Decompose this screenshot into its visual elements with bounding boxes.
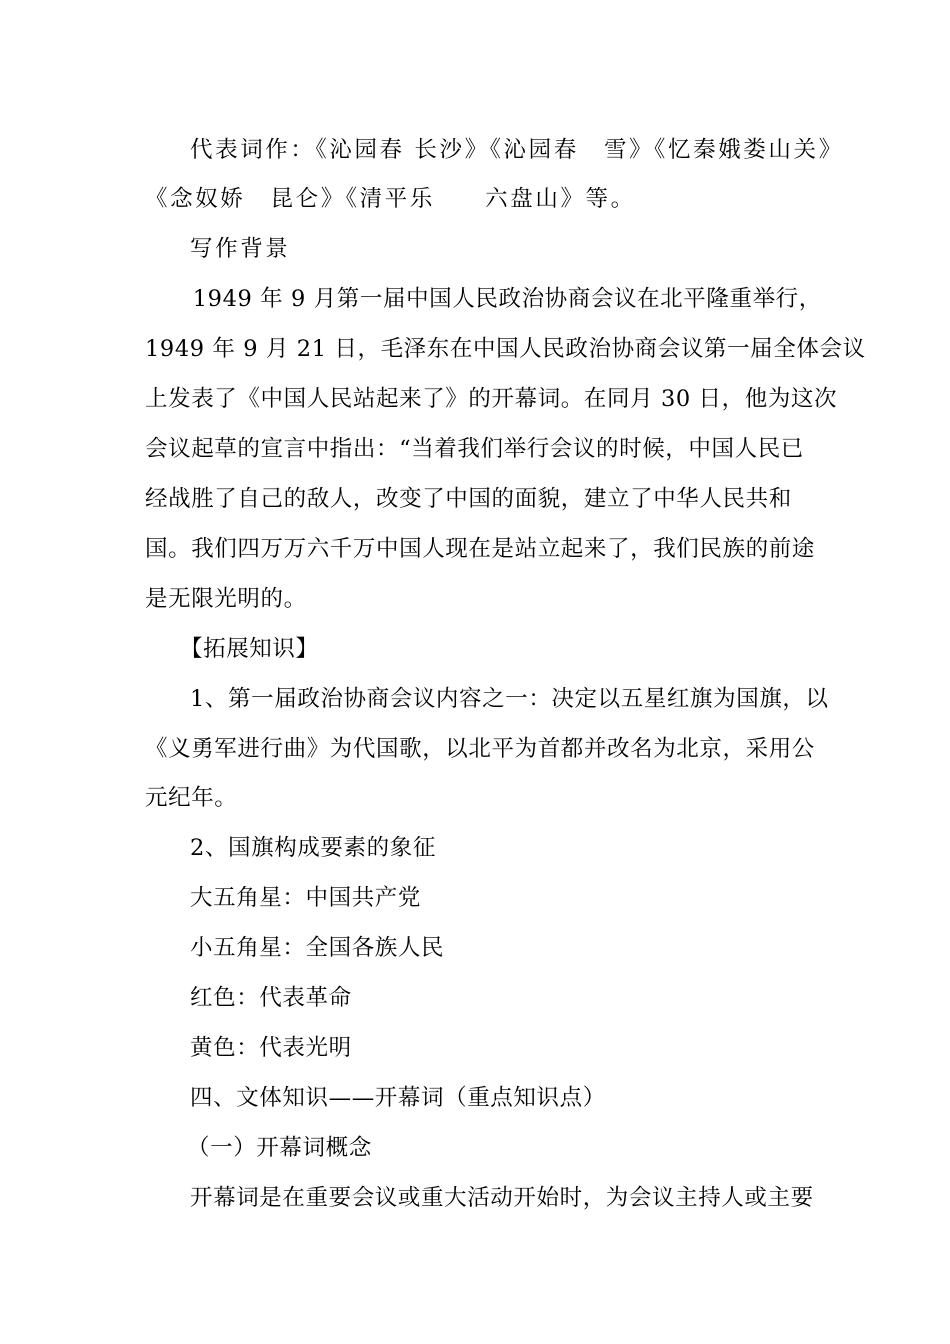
text-line-9: 国。我们四万万六千万中国人现在是站立起来了，我们民族的前途 xyxy=(145,536,815,562)
text-line-16: 大五角星：中国共产党 xyxy=(190,885,422,911)
section-heading-genre-knowledge: 四、文体知识——开幕词（重点知识点） xyxy=(190,1085,606,1111)
text-line-5: 1949 年 9 月 21 日，毛泽东在中国人民政治协商会议第一届全体会议 xyxy=(145,336,866,362)
text-line-14: 元纪年。 xyxy=(145,785,238,811)
text-line-10: 是无限光明的。 xyxy=(145,586,307,612)
text-line-4: 1949 年 9 月第一届中国人民政治协商会议在北平隆重举行， xyxy=(185,286,822,312)
text-line-18: 红色：代表革命 xyxy=(190,985,352,1011)
text-line-12: 1、第一届政治协商会议内容之一：决定以五星红旗为国旗，以 xyxy=(190,686,829,712)
text-line-7: 会议起草的宣言中指出：“当着我们举行会议的时候，中国人民已 xyxy=(145,436,804,462)
text-line-1: 代表词作：《沁园春 长沙》《沁园春 雪》《忆秦娥娄山关》 xyxy=(190,137,844,163)
section-heading-background: 写作背景 xyxy=(190,236,291,262)
text-line-13: 《义勇军进行曲》为代国歌，以北平为首都并改名为北京，采用公 xyxy=(145,736,815,762)
subsection-heading-concept: （一）开幕词概念 xyxy=(187,1135,372,1161)
text-line-6: 上发表了《中国人民站起来了》的开幕词。在同月 30 日，他为这次 xyxy=(145,386,838,412)
text-line-15: 2、国旗构成要素的象征 xyxy=(190,835,436,861)
text-line-17: 小五角星：全国各族人民 xyxy=(190,935,445,961)
text-line-8: 经战胜了自己的敌人，改变了中国的面貌，建立了中华人民共和 xyxy=(145,486,792,512)
text-line-19: 黄色：代表光明 xyxy=(190,1035,352,1061)
text-line-22: 开幕词是在重要会议或重大活动开始时，为会议主持人或主要 xyxy=(190,1185,814,1211)
text-line-2: 《念奴娇 昆仑》《清平乐 六盘山》等。 xyxy=(145,186,636,212)
section-heading-extended-knowledge: 【拓展知识】 xyxy=(180,636,319,662)
